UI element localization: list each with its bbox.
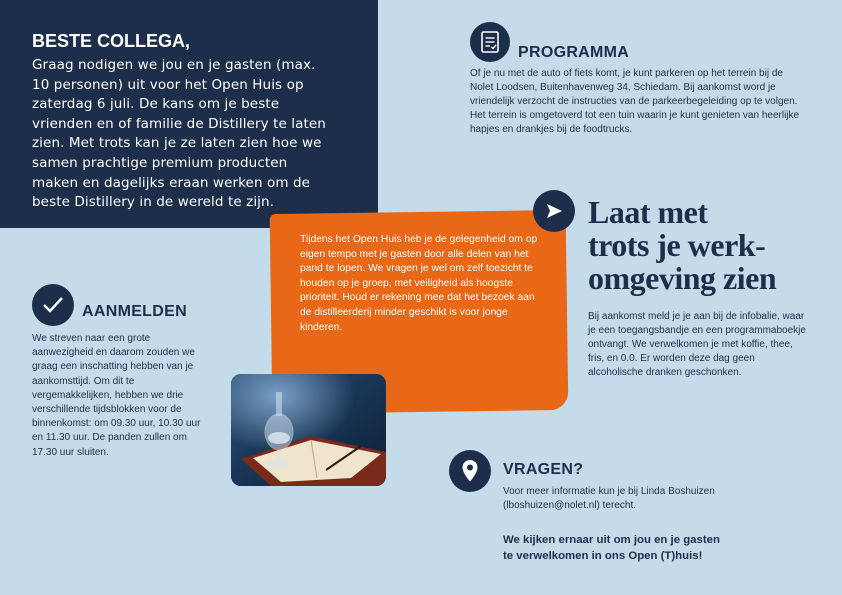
orange-box-text: Tijdens het Open Huis heb je de gelegenheid om op eigen tempo met je gasten door alle delen van het pand te lopen. We vragen je wel om zelf toezicht te houden op je groep, met veiligheid als hoogste prioriteit. Houd er rekening mee dat het bezoek aan de distilleerderij minder geschikt is voor jonge kinderen. [300,234,538,333]
headline-line-3: omgeving zien [588,260,777,296]
headline [588,196,828,295]
location-pin-icon [449,450,491,492]
arrow-right-icon [533,190,575,232]
headline-line-1: Laat met [588,194,708,230]
aanmelden-body: We streven naar een grote aanwezigheid en daarom zouden we graag een inschatting hebben van je aankomsttijd. Om dit te vergemakkelijken, hebben we drie verschillende tijdsblokken voor de binnenkomst: om 09.30 uur, 10.30 uur en 11.30 uur. De panden zullen om 17.30 uur sluiten. [32,333,201,458]
headline-body: Bij aankomst meld je je aan bij de infobalie, waar je een toegangsbandje en een programmaboekje ontvangt. We verwelkomen je met koffie, thee, fris, en 0.0. Er worden deze dag geen alcoholische dranken geschonken. [588,311,806,378]
document-checklist-icon [470,22,510,62]
gin-glass-photo [231,374,386,486]
intro-title: BESTE COLLEGA, [32,31,191,51]
closing-line-2: te verwelkomen in ons Open (T)huis! [503,550,703,562]
closing-line-1: We kijken ernaar uit om jou en je gasten [503,534,720,546]
checkmark-icon [32,284,74,326]
vragen-body: Voor meer informatie kun je bij Linda Boshuizen (lboshuizen@nolet.nl) terecht. [503,486,715,511]
vragen-title: VRAGEN? [503,461,584,478]
headline-line-2: trots je werk- [588,227,766,263]
aanmelden-title: AANMELDEN [82,303,187,320]
programma-title: PROGRAMMA [518,44,630,61]
programma-body: Of je nu met de auto of fiets komt, je kunt parkeren op het terrein bij de Nolet Loodsen, Buitenhavenweg 34, Schiedam. Bij aankomst word je vriendelijk verzocht de instructies van de parkeerbegeleiding op te volgen. Het terrein is omgetoverd tot een tuin waarin je kunt genieten van heerlijke hapjes en drankjes bij de foodtrucks. [470,68,800,135]
intro-body: Graag nodigen we jou en je gasten (max. 10 personen) uit voor het Open Huis op zaterdag 6 juli. De kans om je beste vrienden en of familie de Distillery te laten zien. Met trots kan je ze laten zien hoe we samen prachtige premium producten maken en dagelijks eraan werken om de beste Distillery in de wereld te zijn. [32,57,326,211]
